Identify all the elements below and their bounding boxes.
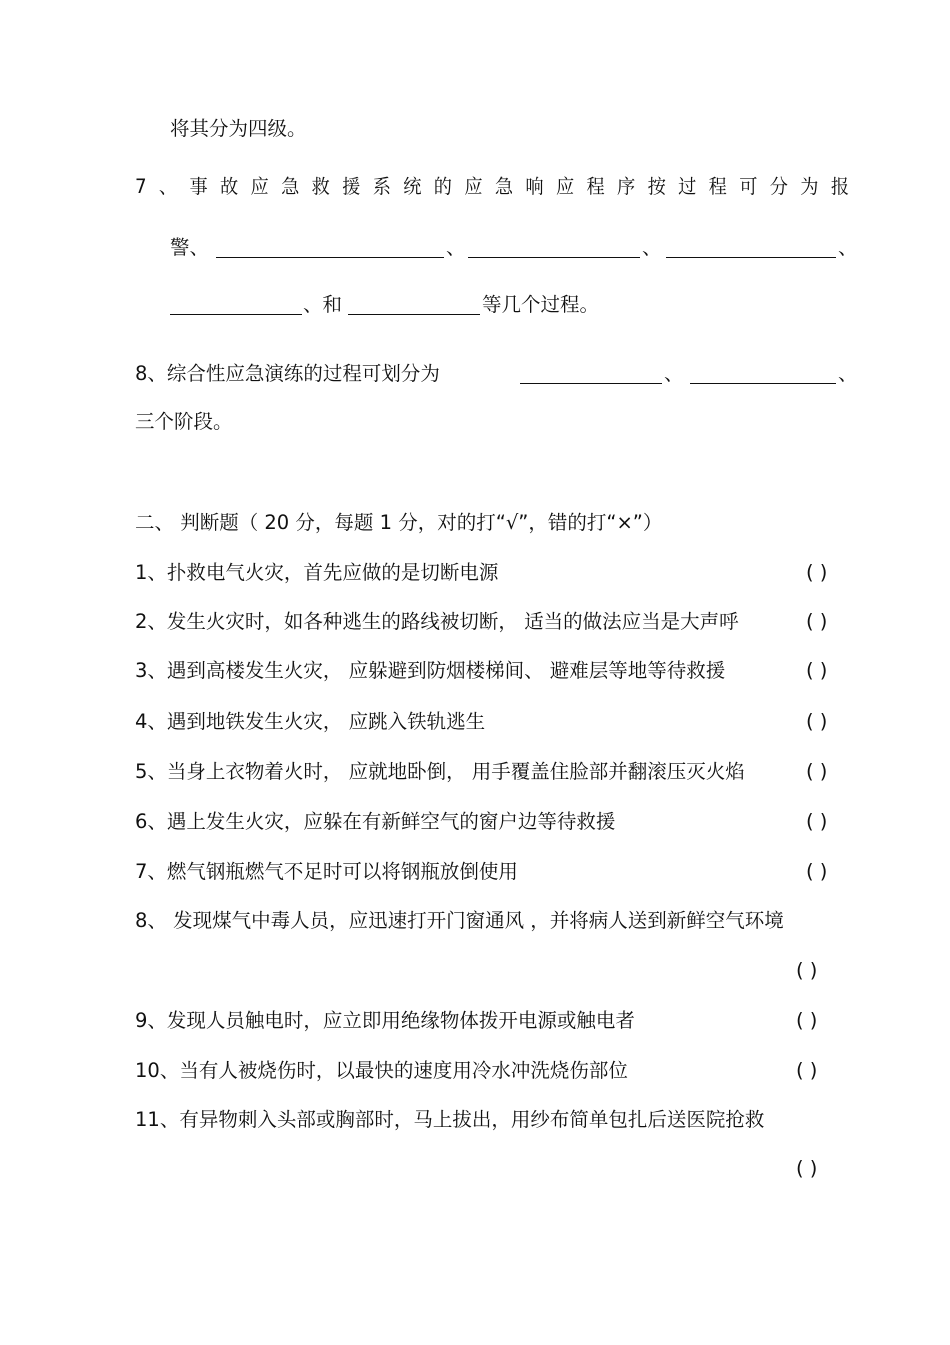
q8-text: 8、综合性应急演练的过程可划分为 [135,362,440,385]
tf-item-10: 10、当有人被烧伤时，以最快的速度用冷水冲洗烧伤部位 [135,1059,628,1082]
tf-item-9: 9、发现人员触电时，应立即用绝缘物体拨开电源或触电者 [135,1009,635,1032]
q7-line3-mid: 、和 [303,293,343,316]
tf-answer-5[interactable]: ( ) [806,760,828,783]
tf-answer-4[interactable]: ( ) [806,710,828,733]
q7-line2-start: 警、 [170,236,210,259]
q7-sep-2: 、 [642,236,662,259]
q8-blank-1[interactable] [520,383,662,384]
tf-item-2: 2、发生火灾时，如各种逃生的路线被切断， 适当的做法应当是大声呼 [135,610,739,633]
tf-item-5: 5、当身上衣物着火时， 应就地卧倒， 用手覆盖住脸部并翻滚压灭火焰 [135,760,745,783]
q8-sep-1: 、 [664,362,684,385]
q7-blank-1[interactable] [216,257,444,258]
q6-tail-text: 将其分为四级。 [170,117,307,140]
tf-answer-8[interactable]: ( ) [796,959,818,982]
tf-answer-11[interactable]: ( ) [796,1157,818,1180]
tf-item-11: 11、有异物刺入头部或胸部时，马上拔出，用纱布简单包扎后送医院抢救 [135,1108,765,1131]
tf-item-6: 6、遇上发生火灾，应躲在有新鲜空气的窗户边等待救援 [135,810,616,833]
q7-blank-2[interactable] [468,257,640,258]
tf-item-1: 1、扑救电气火灾，首先应做的是切断电源 [135,561,499,584]
q8-line2: 三个阶段。 [135,410,233,433]
q7-blank-3[interactable] [666,257,836,258]
tf-item-4: 4、遇到地铁发生火灾， 应跳入铁轨逃生 [135,710,486,733]
tf-answer-1[interactable]: ( ) [806,561,828,584]
tf-answer-3[interactable]: ( ) [806,659,828,682]
tf-answer-6[interactable]: ( ) [806,810,828,833]
q7-blank-4[interactable] [170,314,302,315]
q7-sep-1: 、 [446,236,466,259]
q8-sep-2: 、 [838,362,858,385]
tf-item-7: 7、燃气钢瓶燃气不足时可以将钢瓶放倒使用 [135,860,518,883]
tf-answer-10[interactable]: ( ) [796,1059,818,1082]
tf-item-3: 3、遇到高楼发生火灾， 应躲避到防烟楼梯间、 避难层等地等待救援 [135,659,726,682]
q7-blank-5[interactable] [348,314,480,315]
section2-heading: 二、 判断题（ 20 分，每题 1 分，对的打“√”，错的打“×”） [135,511,663,534]
tf-answer-7[interactable]: ( ) [806,860,828,883]
q8-blank-2[interactable] [690,383,836,384]
tf-answer-9[interactable]: ( ) [796,1009,818,1032]
q7-sep-3: 、 [838,236,858,259]
tf-answer-2[interactable]: ( ) [806,610,828,633]
q7-line3-end: 等几个过程。 [482,293,600,316]
tf-item-8: 8、 发现煤气中毒人员，应迅速打开门窗通风 ，并将病人送到新鲜空气环境 [135,909,784,932]
q7-line1: 7、事故应急救援系统的应急响应程序按过程可分为报 [135,175,862,198]
